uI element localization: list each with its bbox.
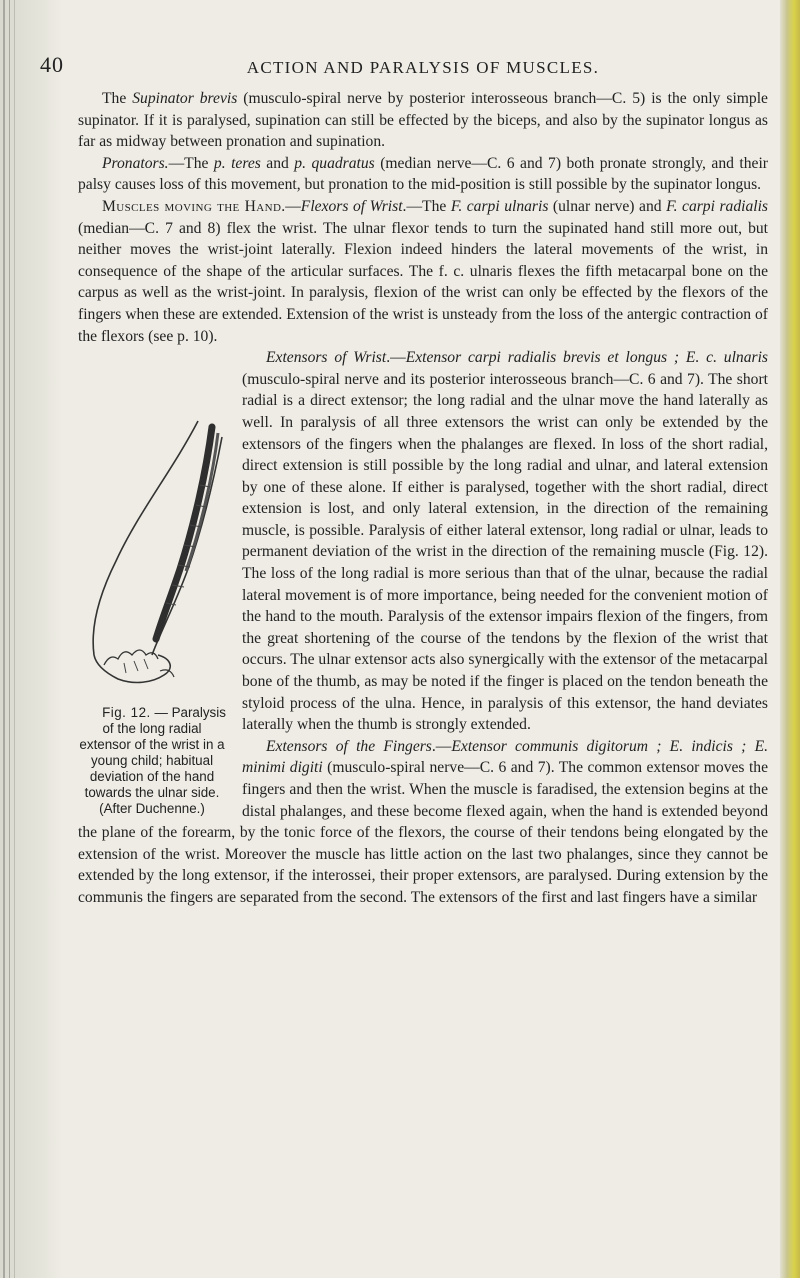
paragraph-flexors-of-wrist: Muscles moving the Hand.—Flexors of Wrist.—The F. carpi ulnaris (ulnar nerve) and F. carpi radialis (median—C. 7 and 8) flex the wrist. The ulnar flexor tends to turn the supinated hand still more out, but neither moves the wrist-joint laterally. Flexion indeed hinders the lateral movements of the wrist, in consequence of the shape of the articular surfaces. The f. c. ulnaris flexes the fifth metacarpal bone on the carpus as well as the wrist-joint. In paralysis, flexion of the wrist can only be effected by the flexors of the fingers when these are extended. Extension of the wrist is unsteady from the loss of the antergic contraction of the flexors (see p. 10). <box>78 197 768 345</box>
figure-label: Fig. 12. <box>102 705 151 721</box>
binding-line <box>3 0 5 1278</box>
term-supinator-brevis: Supinator brevis <box>132 90 238 107</box>
paragraph-supinator-brevis: The Supinator brevis (musculo-spiral nerve by posterior interosseous branch—C. 5) is the only simple supinator. If it is paralysed, supination can still be effected by the biceps, and also by the supinator longus as far as midway between pronation and supination. <box>78 90 768 151</box>
figure-12 <box>76 393 228 817</box>
book-page <box>40 44 769 909</box>
paragraph-extensors-of-wrist: Extensors of Wrist Fig. 12. — Paralysis of the long radial extensor of the wrist in a young child; habitual deviation of the hand towards the ulnar side. (After Duchenne.) .—Extensor carpi radialis brevis et longus ; E. c. ulnaris (musculo-spiral nerve and its posterior interosseous branch—C. 6 and 7). The short radial is a direct extensor; the long radial and the ulnar move the hand laterally as well. In paralysis of all three extensors the wrist can only be extended by the extensors of the fingers when the phalanges are flexed. In loss of the short radial, direct extension is still possible by the long radial and ulnar, and lateral extension by one of these alone. If either is paralysed, together with the short radial, direct extension is lost, and only lateral extension, in the direction of the remaining muscle, is possible. Paralysis of either lateral extensor, long radial or ulnar, leads to permanent deviation of the wrist in the direction of the remaining muscle (Fig. 12). The loss of the long radial is more serious than that of the ulnar, because the radial lateral movement is of more importance, being needed for the convenient motion of the hand to the mouth. Paralysis of the extensor impairs flexion of the fingers, from the great shortening of the course of the tendons by the flexion of the wrist that occurs. The ulnar extensor acts also synergically with the extensor of the metacarpal bone of the thumb, as may be noted if the finger is placed on the tendon beneath the styloid process of the ulna. Hence, in paralysis of this extensor, the hand deviates laterally when the thumb is strongly extended. <box>78 347 768 736</box>
scanned-page-left-edge <box>0 0 62 1278</box>
binding-line <box>9 0 10 1278</box>
binding-line <box>14 0 15 1278</box>
heading-extensors-of-wrist: Extensors of Wrist <box>266 349 387 367</box>
scanned-page-right-edge <box>780 0 800 1278</box>
page-number: 40 <box>40 52 64 77</box>
heading-extensors-of-fingers: Extensors of the Fingers <box>266 737 432 755</box>
hand-deviation-illustration <box>76 393 228 705</box>
running-head: ACTION AND PARALYSIS OF MUSCLES. <box>246 58 600 77</box>
page-header <box>40 44 768 88</box>
paragraph-extensors-of-fingers: Extensors of the Fingers.—Extensor communis digitorum ; E. indicis ; E. minimi digiti (musculo-spiral nerve—C. 6 and 7). The common extensor moves the fingers and then the wrist. When the muscle is faradised, the extension begins at the distal phalanges, and these become flexed again, when the hand is extended beyond the plane of the forearm, by the tonic force of the flexors, the course of their tendons being elongated by the extension of the wrist. Moreover the muscle has little action on the last two phalanges, since they cannot be extended by the long extensor, if the interossei, their proper extensors, are paralysed. During extension by the communis the fingers are separated from the second. The extensors of the first and last fingers have a similar <box>78 737 769 906</box>
heading-pronators: Pronators. <box>102 154 169 172</box>
heading-flexors-of-wrist: Flexors of Wrist <box>300 197 403 215</box>
figure-caption: Fig. 12. — Paralysis of the long radial extensor of the wrist in a young child; habitual deviation of the hand towards the ulnar side. (After Duchenne.) <box>79 705 226 817</box>
section-heading-muscles-moving-hand: Muscles moving the Hand <box>102 197 282 215</box>
paragraph-pronators: Pronators.—The p. teres and p. quadratus (median nerve—C. 6 and 7) both pronate strongly, and their palsy causes loss of this movement, but pronation to the mid-position is still possible by the supinator longus. <box>78 154 768 194</box>
